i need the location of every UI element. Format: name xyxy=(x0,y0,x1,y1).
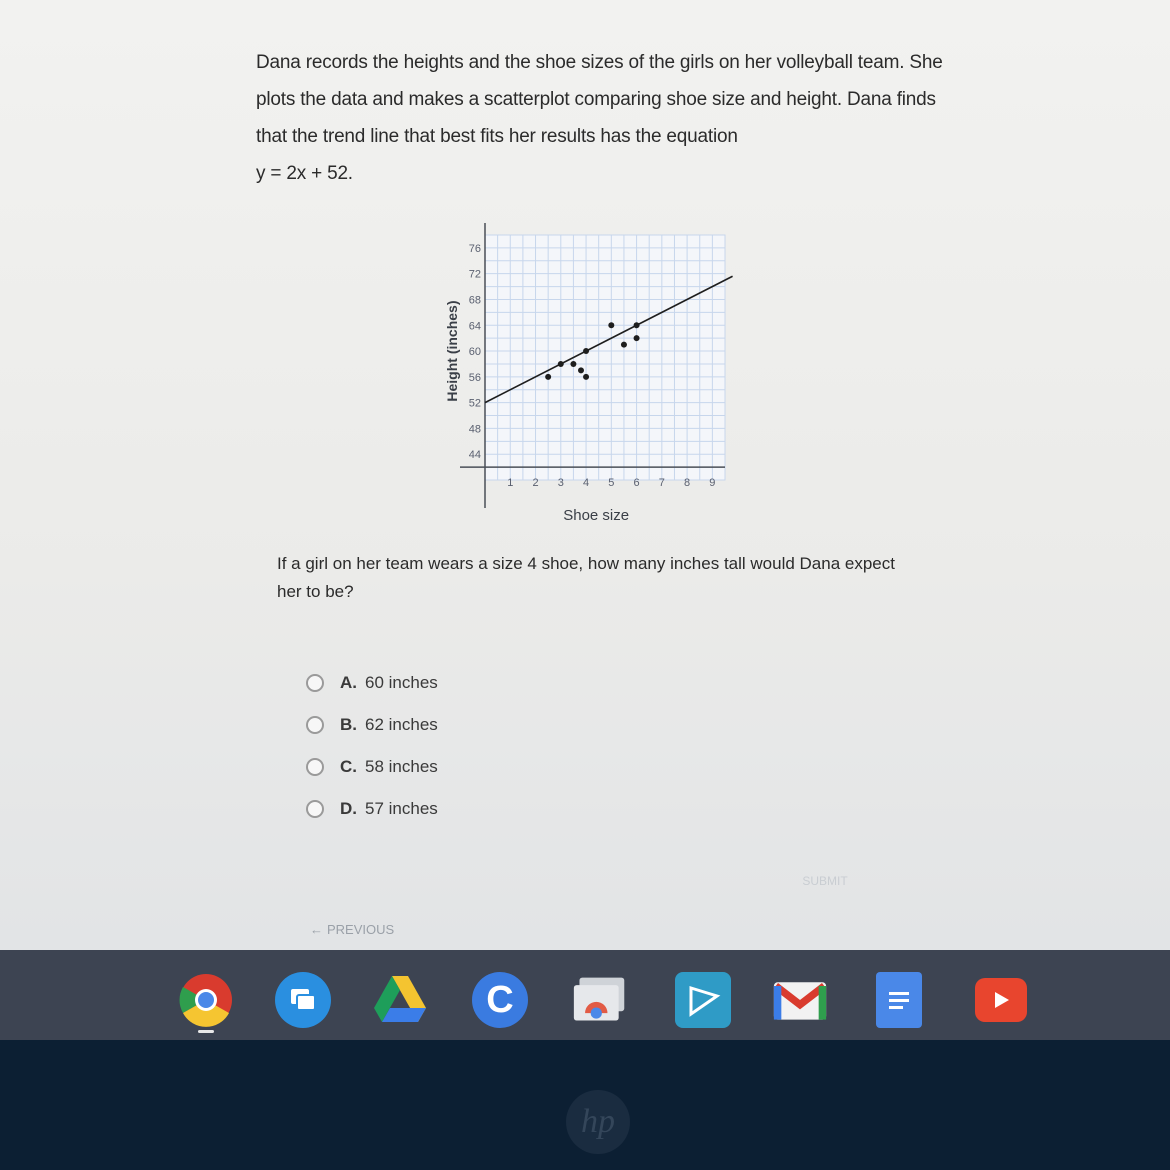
slides-icon[interactable] xyxy=(572,972,628,1028)
choice-text: 57 inches xyxy=(365,799,438,818)
data-point xyxy=(578,367,584,373)
y-axis-label: Height (inches) xyxy=(444,300,460,402)
data-point xyxy=(608,322,614,328)
y-tick-label: 52 xyxy=(468,397,481,410)
screencast-icon[interactable] xyxy=(675,972,731,1028)
previous-button[interactable] xyxy=(310,922,394,937)
question-text xyxy=(256,44,946,192)
choice-letter: C. xyxy=(340,757,357,776)
google-drive-icon[interactable] xyxy=(372,972,428,1028)
x-tick-label: 9 xyxy=(709,477,716,490)
choice-c[interactable] xyxy=(306,746,438,788)
y-tick-label: 64 xyxy=(468,320,481,333)
choice-text: 62 inches xyxy=(365,715,438,734)
choice-d[interactable] xyxy=(306,788,438,830)
x-tick-label: 2 xyxy=(532,477,539,490)
answer-choices xyxy=(306,662,438,830)
c-app-icon[interactable]: C xyxy=(472,972,528,1028)
x-tick-label: 3 xyxy=(557,477,564,490)
x-tick-label: 5 xyxy=(608,477,615,490)
question-prompt: If a girl on her team wears a size 4 shoe, how many inches tall would Dana expect her to be? xyxy=(277,554,895,601)
data-point xyxy=(634,335,640,341)
choice-a[interactable] xyxy=(306,662,438,704)
y-tick-label: 60 xyxy=(468,346,481,359)
choice-letter: B. xyxy=(340,715,357,734)
data-point xyxy=(634,322,640,328)
youtube-icon[interactable] xyxy=(975,978,1027,1022)
x-tick-label: 7 xyxy=(658,477,665,490)
active-app-indicator xyxy=(198,1030,214,1033)
x-tick-label: 1 xyxy=(507,477,514,490)
y-tick-label: 76 xyxy=(468,242,481,255)
choice-letter: A. xyxy=(340,673,357,692)
y-tick-label: 48 xyxy=(468,423,481,436)
scatterplot-svg xyxy=(430,215,740,535)
hp-logo: hp xyxy=(566,1090,630,1154)
choice-text: 58 inches xyxy=(365,757,438,776)
radio-button-d[interactable] xyxy=(306,800,324,818)
choice-letter: D. xyxy=(340,799,357,818)
plot-area xyxy=(485,235,725,480)
google-docs-icon[interactable] xyxy=(876,972,922,1028)
data-point xyxy=(570,361,576,367)
trend-equation: y = 2x + 52. xyxy=(256,163,353,184)
previous-label: PREVIOUS xyxy=(327,922,395,937)
y-tick-label: 44 xyxy=(468,449,481,462)
data-point xyxy=(621,342,627,348)
data-point xyxy=(583,348,589,354)
taskbar-shelf xyxy=(0,950,1170,1040)
y-tick-label: 72 xyxy=(468,268,481,281)
arrow-left-icon: ← xyxy=(310,922,323,937)
submit-button[interactable]: SUBMIT xyxy=(790,870,860,892)
data-point xyxy=(558,361,564,367)
classroom-window-icon[interactable] xyxy=(275,972,331,1028)
scatterplot-chart xyxy=(430,215,740,535)
x-axis-label: Shoe size xyxy=(563,507,630,524)
radio-button-a[interactable] xyxy=(306,674,324,692)
y-tick-label: 68 xyxy=(468,294,481,307)
choice-text: 60 inches xyxy=(365,673,438,692)
gmail-icon[interactable] xyxy=(772,972,828,1028)
question-paragraph: Dana records the heights and the shoe sizes of the girls on her volleyball team. She plots the data and makes a scatterplot comparing shoe size and height. Dana finds that the trend line that best fits her results has the equation xyxy=(256,52,943,147)
x-tick-label: 6 xyxy=(633,477,640,490)
x-tick-label: 8 xyxy=(684,477,691,490)
choice-b[interactable] xyxy=(306,704,438,746)
radio-button-c[interactable] xyxy=(306,758,324,776)
y-tick-label: 56 xyxy=(468,371,481,384)
data-point xyxy=(583,374,589,380)
data-point xyxy=(545,374,551,380)
chrome-icon[interactable] xyxy=(178,972,234,1028)
radio-button-b[interactable] xyxy=(306,716,324,734)
x-tick-label: 4 xyxy=(582,477,590,490)
